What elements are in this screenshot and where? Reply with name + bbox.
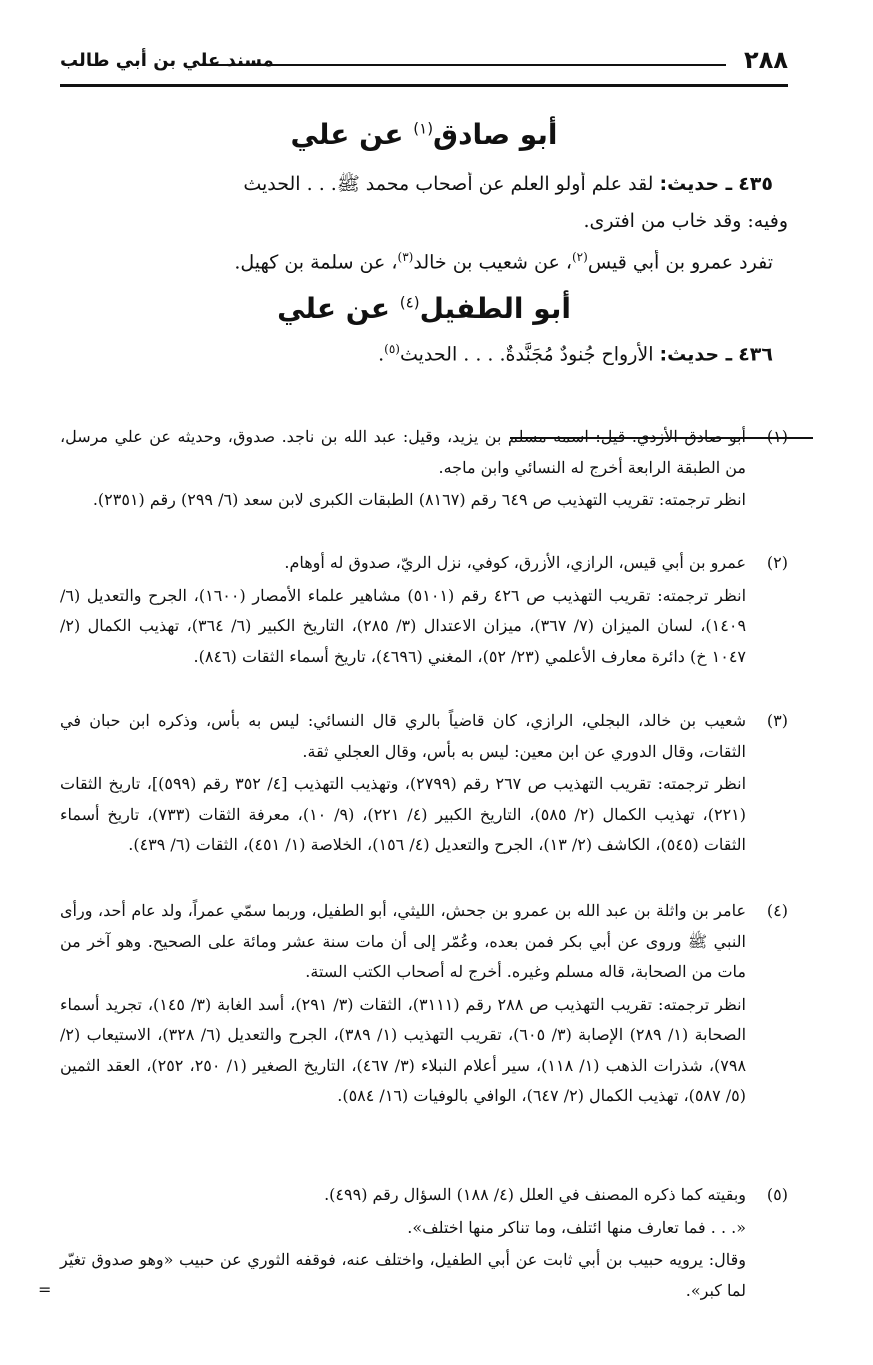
heading-tail: عن علي [290,118,404,151]
footnote-text: انظر ترجمته: تقريب التهذيب ص ٤٢٦ رقم (٥١٠١) مشاهير علماء الأمصار (١٦٠٠)، الجرح والتعديل (٦/ ١٤٠٩)، لسان الميزان (٧/ ٣٦٧)، ميزان الاعتدال (٣/ ٢٨٥)، التاريخ الكبير (٦/ ٣٦٤)، تهذيب الكمال (٢/ ١٠٤٧ خ) دائرة معارف الأعلمي (٢٣/ ٥٢)، المغني (٤٦٩٦)، تاريخ أسماء الثقات (٨٤٦). [60,585,747,666]
footnote-number: (١) [766,427,788,446]
footnote-ref: (٤) [399,293,420,312]
hadith-436 [60,342,773,365]
footnote-text: وبقيته كما ذكره المصنف في العلل (٤/ ١٨٨) السؤال رقم (٤٩٩). [324,1185,746,1204]
hadith-435 [60,172,773,200]
footnote-ref: (٢) [571,250,588,264]
footnote-4 [60,896,788,1112]
footnote-1 [60,422,788,516]
heading-name: أبو صادق [433,118,558,151]
footnote-text: وقال: يرويه حبيب بن أبي ثابت عن أبي الطفيل، واختلف عنه، فوقفه الثوري عن حبيب «وهو صدوق تغيّر لما كبر». [60,1250,746,1300]
footnote-number: (٣) [766,711,788,730]
section-heading-abu-sadiq [60,118,788,151]
section-heading-abu-tufayl [60,292,788,325]
hadith-text: لقد علم أولو العلم عن أصحاب محمد ﷺ. . . الحديث [243,173,654,195]
footnote-text: أبو صادق الأزدي. قيل: اسمه مسلم بن يزيد، وقيل: عبد الله بن ناجد. صدوق، وحديثه عن علي مرسل، من الطبقة الرابعة أخرج له النسائي وابن ماجه. [60,427,746,477]
hadith-number: ٤٣٦ [738,343,773,366]
margin-mark: = [38,1280,52,1299]
footnote-text: عامر بن واثلة بن عبد الله بن عمرو بن جحش، الليثي، أبو الطفيل، وربما سمّي عمراً، ولد عام أحد، ورأى النبي ﷺ وروى عن أبي بكر فمن بعده، وعُمّر إلى أن مات سنة عشر ومائة على الصحيح. وهو آخر من مات من الصحابة، قاله مسلم وغيره. أخرج له أصحاب الكتب الستة. [60,901,746,981]
running-title: مسند علي بن أبي طالب [60,50,274,71]
hadith-end: . [378,343,385,366]
footnote-3 [60,706,788,861]
footnote-ref: (١) [413,119,434,138]
footnote-2 [60,548,788,672]
footnote-text: انظر ترجمته: تقريب التهذيب ص ٢٦٧ رقم (٢٧٩٩)، وتهذيب التهذيب [٤/ ٣٥٢ رقم (٥٩٩)]، تاريخ الثقات (٢٢١)، تهذيب الكمال (٢/ ٥٨٥)، التاريخ الكبير (٤/ ٢٢١)، (٩/ ١٠)، معرفة الثقات (٧٣٣)، تاريخ أسماء الثقات (٥٤٥)، الكاشف (٢/ ١٣)، الجرح والتعديل (٤/ ١٥٦)، الخلاصة (١/ ٤٥١)، الثقات (٦/ ٤٣٩). [60,774,747,854]
isnad-part-2: ، عن شعيب بن خالد [413,251,572,274]
footnote-ref: (٣) [397,250,414,264]
isnad-part-1: تفرد عمرو بن أبي قيس [587,251,773,274]
hadith-text: الأرواح جُنودٌ مُجَنَّدةٌ. . . . الحديث [399,343,654,366]
footnote-number: (٤) [766,901,788,920]
hadith-number: ٤٣٥ [738,173,773,195]
page-number: ٢٨٨ [744,46,788,74]
footnote-text: انظر ترجمته: تقريب التهذيب ص ٢٨٨ رقم (٣١١١)، الثقات (٣/ ٢٩١)، أسد الغابة (٣/ ١٤٥)، تجريد أسماء الصحابة (١/ ٢٨٩) الإصابة (٣/ ٦٠٥)، تقريب التهذيب (١/ ٣٨٩)، الجرح والتعديل (٦/ ٣٢٨)، الاستيعاب (٢/ ٧٩٨)، شذرات الذهب (١/ ١١٨)، سير أعلام النبلاء (٣/ ٤٦٧)، التاريخ الصغير (١/ ٢٥٠، ٢٥٢)، العقد الثمين (٥/ ٥٨٧)، تهذيب الكمال (٢/ ٦٤٧)، الوافي بالوفيات (١٦/ ٥٨٤). [60,994,747,1105]
header-dash [202,64,726,66]
hadith-435-continuation: وفيه: وقد خاب من افترى. [583,210,788,232]
footnote-text: انظر ترجمته: تقريب التهذيب ص ٦٤٩ رقم (٨١٦٧) الطبقات الكبرى لابن سعد (٦/ ٢٩٩) رقم (٢٣٥١). [92,490,746,509]
header-rule [60,84,788,87]
hadith-label: ـ حديث: [659,173,733,195]
footnote-text: «. . . فما تعارف منها ائتلف، وما تناكر منها اختلف». [407,1217,746,1237]
footnote-number: (٢) [766,553,788,572]
footnote-ref: (٥) [384,342,400,356]
footnote-5 [60,1180,788,1306]
footnote-text: عمرو بن أبي قيس، الرازي، الأزرق، كوفي، نزل الريّ، صدوق له أوهام. [284,553,746,572]
isnad-note [60,250,773,273]
running-header [60,40,788,78]
heading-name: أبو الطفيل [419,292,571,325]
isnad-part-3: ، عن سلمة بن كهيل. [234,251,398,274]
hadith-label: ـ حديث: [659,343,733,366]
footnote-number: (٥) [766,1185,788,1204]
footnote-text: شعيب بن خالد، البجلي، الرازي، كان قاضياً بالري قال النسائي: ليس به بأس، وذكره ابن حبان في الثقات، وقال الدوري عن ابن معين: ليس به بأس، وقال العجلي ثقة. [60,711,746,761]
heading-tail: عن علي [277,292,391,325]
